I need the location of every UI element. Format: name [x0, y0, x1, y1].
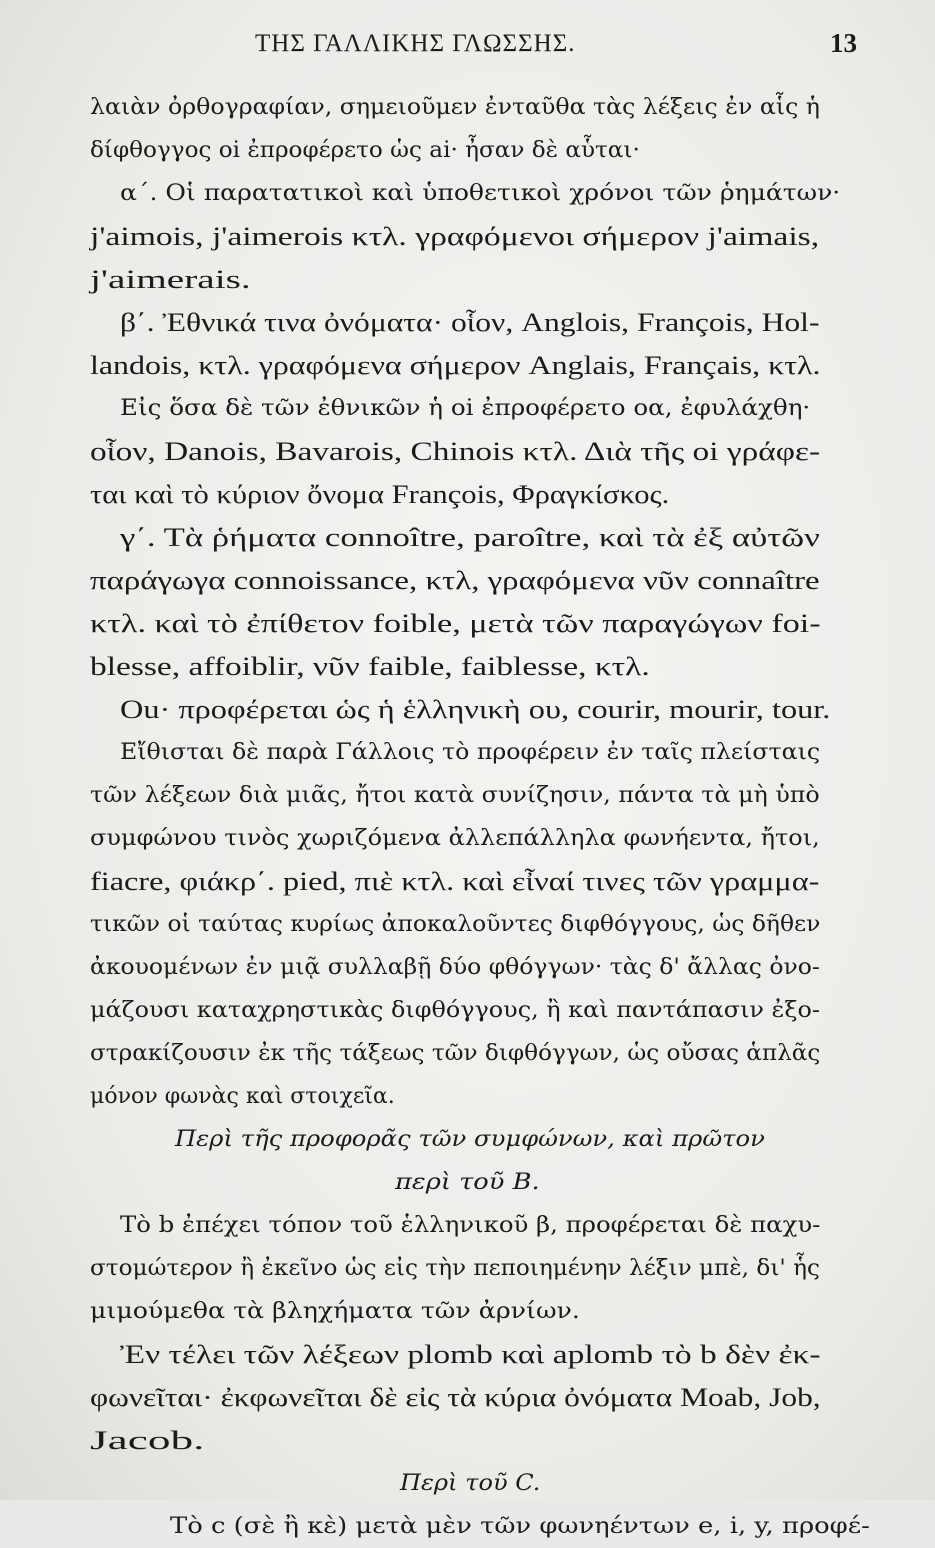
text-line: γ΄. Τὰ ῥήματα connoître, paroître, καὶ τὰ ἐξ αὐτῶν [120, 523, 820, 552]
running-head: ΤΗΣ ΓΑΛΛΙΚΗΣ ΓΛΩΣΣΗΣ. [255, 30, 576, 57]
text-line: στρακίζουσιν ἐκ τῆς τάξεως τῶν διφθόγγων, ὡς οὔσας ἁπλᾶς [90, 1041, 821, 1066]
text-line: στομώτερον ἢ ἐκεῖνο ὡς εἰς τὴν πεποιημένην λέξιν μπὲ, δι' ἧς [90, 1256, 820, 1281]
text-line: Ou· προφέρεται ὡς ἡ ἑλληνικὴ ου, courir, mourir, tour. [120, 695, 831, 724]
section-heading: Περὶ τῆς προφορᾶς τῶν συμφώνων, καὶ πρῶτον [175, 1127, 765, 1152]
text-line: φωνεῖται· ἐκφωνεῖται δὲ εἰς τὰ κύρια ὀνόματα Moab, Job, [90, 1383, 821, 1412]
text-line: ἀκουομένων ἐν μιᾷ συλλαβῇ δύο φθόγγων· τὰς δ' ἄλλας ὀνο- [90, 955, 820, 980]
body-text [90, 86, 870, 1548]
text-line: fiacre, φιάκρ΄. pied, πιὲ κτλ. καὶ εἶναί τινες τῶν γραμμα- [90, 867, 820, 896]
section-heading: περὶ τοῦ B. [395, 1170, 540, 1195]
text-line: παράγωγα connoissance, κτλ, γραφόμενα νῦν connaître [90, 566, 820, 595]
text-line: μόνον φωνὰς καὶ στοιχεῖα. [90, 1084, 395, 1109]
text-line: μάζουσι καταχρηστικὰς διφθόγγους, ἢ καὶ παντάπασιν ἐξο- [90, 998, 820, 1023]
section-heading: Περὶ τοῦ C. [400, 1471, 541, 1496]
text-line: συμφώνου τινὸς χωριζόμενα ἀλλεπάλληλα φωνήεντα, ἤτοι, [90, 826, 820, 851]
text-line: μιμούμεθα τὰ βληχήματα τῶν ἀρνίων. [90, 1299, 580, 1324]
text-line: λαιὰν ὀρθογραφίαν, σημειοῦμεν ἐνταῦθα τὰς λέξεις ἐν αἷς ἡ [90, 95, 820, 120]
text-line: Εἰς ὅσα δὲ τῶν ἐθνικῶν ἡ oi ἐπροφέρετο οα, ἐφυλάχθη· [120, 396, 811, 421]
text-line: τῶν λέξεων διὰ μιᾶς, ἤτοι κατὰ συνίζησιν, πάντα τὰ μὴ ὑπὸ [90, 783, 820, 808]
text-line: ται καὶ τὸ κύριον ὄνομα François, Φραγκίσκος. [90, 480, 670, 509]
text-line: οἷον, Danois, Bavarois, Chinois κτλ. Διὰ τῆς oi γράφε- [90, 437, 821, 466]
text-line: blesse, affoiblir, νῦν faible, faiblesse, κτλ. [90, 652, 650, 681]
text-line: β΄. Ἐθνικά τινα ὀνόματα· οἷον, Anglois, François, Hol- [120, 308, 820, 337]
text-line: Jacob. [90, 1426, 205, 1455]
text-line: landois, κτλ. γραφόμενα σήμερον Anglais, Français, κτλ. [90, 351, 821, 380]
text-line: Εἴθισται δὲ παρὰ Γάλλοις τὸ προφέρειν ἐν ταῖς πλείσταις [120, 740, 821, 765]
text-line: Τὸ c (σὲ ἢ κὲ) μετὰ μὲν τῶν φωνηέντων e, i, y, προφέ- [170, 1514, 870, 1539]
text-line: κτλ. καὶ τὸ ἐπίθετον foible, μετὰ τῶν παραγώγων foi- [90, 609, 821, 638]
page-number: 13 [830, 28, 857, 58]
text-line: Ἐν τέλει τῶν λέξεων plomb καὶ aplomb τὸ b δὲν ἐκ- [120, 1340, 821, 1369]
text-line: Τὸ b ἐπέχει τόπον τοῦ ἑλληνικοῦ β, προφέρεται δὲ παχυ- [120, 1213, 821, 1238]
text-line: j'aimois, j'aimerois κτλ. γραφόμενοι σήμερον j'aimais, [90, 222, 820, 251]
text-line: j'aimerais. [90, 265, 251, 294]
text-line: δίφθογγος oi ἐπροφέρετο ὡς ai· ἦσαν δὲ αὗται· [90, 138, 640, 163]
text-line: τικῶν οἱ ταύτας κυρίως ἀποκαλοῦντες διφθόγγους, ὡς δῆθεν [90, 912, 821, 937]
text-line: α΄. Οἱ παρατατικοὶ καὶ ὑποθετικοὶ χρόνοι τῶν ῥημάτων· [120, 181, 841, 206]
